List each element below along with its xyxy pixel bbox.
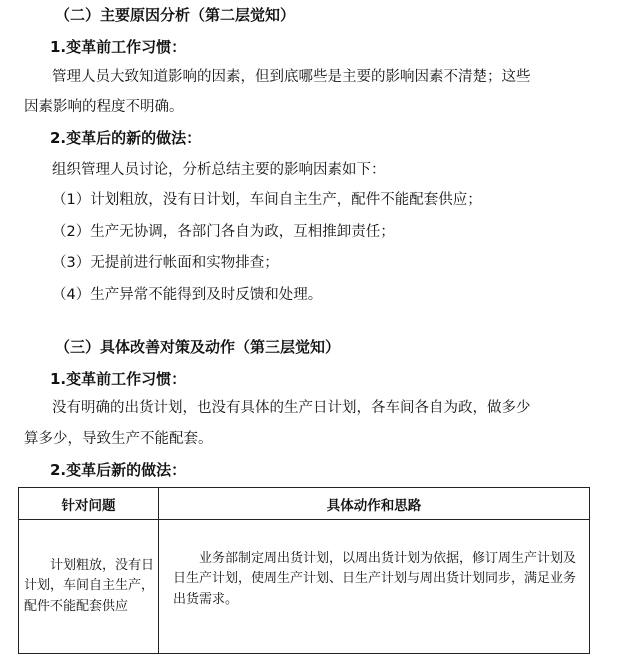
table-header-issue: 针对问题 bbox=[19, 488, 159, 520]
section2-list-item: （3）无提前进行帐面和实物排查； bbox=[52, 255, 279, 271]
table-cell-issue: 计划粗放，没有日计划，车间自主生产，配件不能配套供应 bbox=[19, 520, 159, 654]
section3-before-paragraph-line1: 没有明确的出货计划，也没有具体的生产日计划，各车间各自为政，做多少 bbox=[52, 400, 531, 416]
table-header-action: 具体动作和思路 bbox=[159, 488, 590, 520]
section3-after-title: 2.变革后新的做法： bbox=[50, 461, 187, 479]
section2-list-item: （1）计划粗放，没有日计划，车间自主生产，配件不能配套供应； bbox=[52, 192, 482, 208]
measures-table bbox=[18, 487, 590, 654]
section3-before-paragraph-line2: 算多少，导致生产不能配套。 bbox=[24, 431, 213, 447]
section2-after-intro: 组织管理人员讨论，分析总结主要的影响因素如下： bbox=[52, 162, 386, 178]
section2-before-paragraph-line2: 因素影响的程度不明确。 bbox=[24, 99, 184, 115]
section2-before-title: 1.变革前工作习惯： bbox=[50, 38, 187, 56]
section2-after-title: 2.变革后的新的做法： bbox=[50, 129, 202, 147]
section3-before-title: 1.变革前工作习惯： bbox=[50, 370, 187, 388]
section2-before-paragraph-line1: 管理人员大致知道影响的因素，但到底哪些是主要的影响因素不清楚；这些 bbox=[52, 69, 531, 85]
section2-list-item: （2）生产无协调，各部门各自为政，互相推卸责任； bbox=[52, 224, 395, 240]
section2-list-item: （4）生产异常不能得到及时反馈和处理。 bbox=[52, 287, 323, 303]
section2-heading: （二）主要原因分析（第二层觉知） bbox=[55, 6, 296, 24]
table-row bbox=[19, 520, 590, 654]
section3-heading: （三）具体改善对策及动作（第三层觉知） bbox=[55, 338, 341, 356]
table-header-row bbox=[19, 488, 590, 520]
table-cell-action: 业务部制定周出货计划，以周出货计划为依据，修订周生产计划及日生产计划，使周生产计划、日生产计划与周出货计划同步，满足业务出货需求。 bbox=[159, 520, 590, 654]
